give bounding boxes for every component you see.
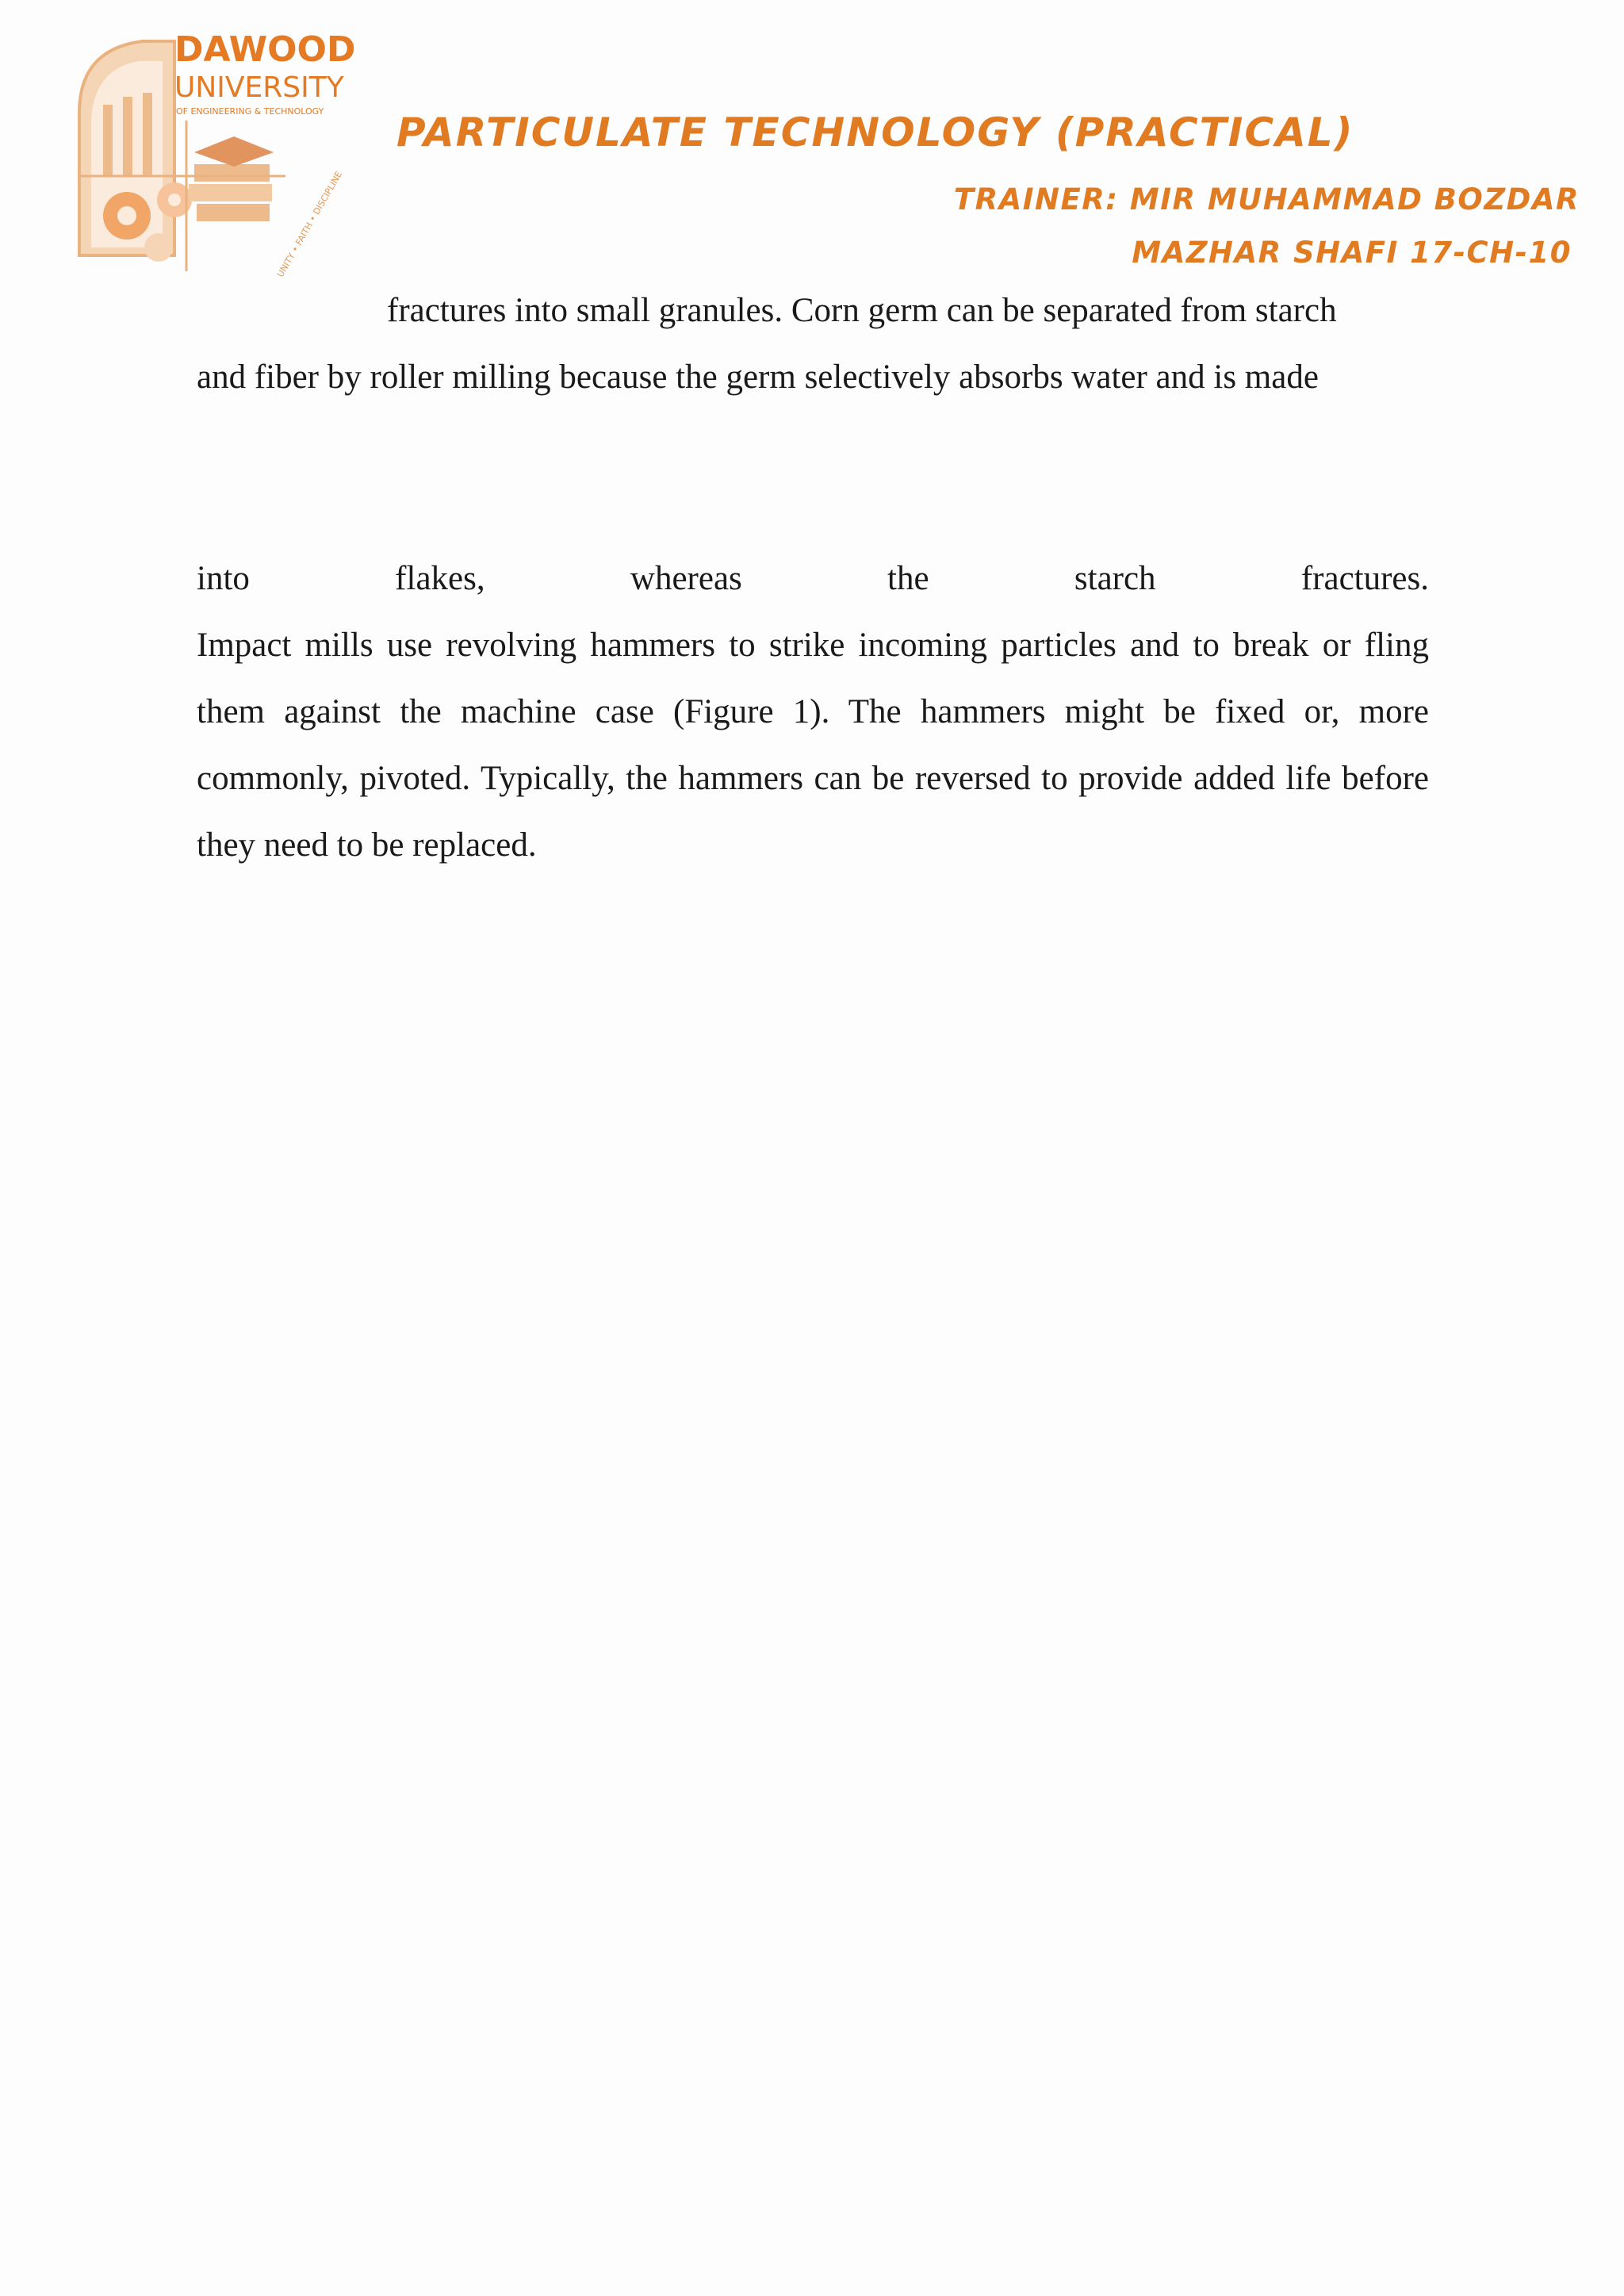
paragraph-2-first-line: into flakes, whereas the starch fractures. xyxy=(197,560,1429,597)
logo-text-university: UNIVERSITY xyxy=(174,71,344,104)
paragraph-2-body: Impact mills use revolving hammers to strike incoming particles and to break or fling them against the machine case (Figure 1). The hammers might be fixed or, more commonly, pivoted. Typically, the hammers can be reversed to provide added life before they need to be replaced. xyxy=(197,627,1429,864)
logo-text-engineering: OF ENGINEERING & TECHNOLOGY xyxy=(176,106,324,117)
student-id: MAZHAR SHAFI 17-CH-10 xyxy=(1132,236,1572,270)
trainer-name: TRAINER: MIR MUHAMMAD BOZDAR xyxy=(953,182,1580,217)
paragraph-1: fractures into small granules. Corn germ can be separated from starch and fiber by roller milling because the germ selectively absorbs water and is made xyxy=(197,292,1337,396)
page-title: PARTICULATE TECHNOLOGY (PRACTICAL) xyxy=(396,109,1354,155)
logo-text-dawood: DAWOOD xyxy=(174,29,356,70)
paragraph-2 xyxy=(197,546,1429,879)
logo-text-motto: UNITY • FAITH • DISCIPLINE xyxy=(274,169,345,279)
university-logo xyxy=(56,17,356,287)
